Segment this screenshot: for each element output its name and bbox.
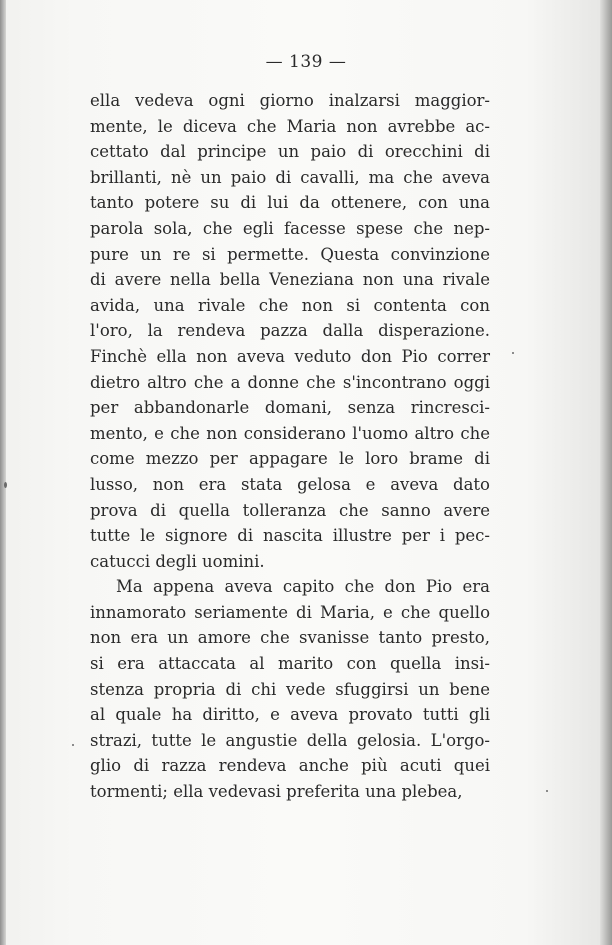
text-line: si era attaccata al marito con quella insi- [90, 654, 490, 674]
text-line: brillanti, nè un paio di cavalli, ma che aveva [90, 167, 490, 187]
page-right-edge [600, 0, 612, 945]
text-line: cettato dal principe un paio di orecchini di [90, 142, 490, 162]
text-line: non era un amore che svanisse tanto presto, [90, 628, 490, 648]
text-line: di avere nella bella Veneziana non una rivale [90, 270, 490, 290]
page-number: — 139 — [265, 52, 347, 72]
text-line: pure un re si permette. Questa convinzione [90, 244, 490, 264]
text-line: mente, le diceva che Maria non avrebbe ac- [90, 116, 490, 136]
text-line: prova di quella tolleranza che sanno avere [90, 500, 490, 520]
text-line: al quale ha diritto, e aveva provato tutti gli [90, 705, 490, 725]
print-speck [4, 482, 7, 488]
print-speck [72, 744, 74, 746]
text-line: l'oro, la rendeva pazza dalla disperazione. [90, 321, 490, 341]
text-line: catucci degli uomini. [90, 551, 265, 571]
text-line: lusso, non era stata gelosa e aveva dato [90, 474, 490, 494]
text-line: tanto potere su di lui da ottenere, con una [90, 193, 490, 213]
text-line: Finchè ella non aveva veduto don Pio correr [90, 346, 490, 366]
text-line: parola sola, che egli facesse spese che nep- [90, 218, 490, 238]
text-line: come mezzo per appagare le loro brame di [90, 449, 490, 469]
paragraph [90, 574, 490, 804]
text-line: tormenti; ella vedevasi preferita una plebea, [90, 782, 463, 802]
text-line: innamorato seriamente di Maria, e che quello [90, 602, 490, 622]
paragraph [90, 88, 490, 574]
body-text [90, 88, 490, 805]
print-speck [512, 352, 514, 354]
page-left-edge [0, 0, 6, 945]
text-line: tutte le signore di nascita illustre per i pec- [90, 526, 490, 546]
text-line: per abbandonarle domani, senza rincresci- [90, 398, 490, 418]
text-line: strazi, tutte le angustie della gelosia. L'orgo- [90, 730, 490, 750]
text-line: ella vedeva ogni giorno inalzarsi maggior- [90, 91, 490, 110]
print-speck [546, 790, 548, 792]
text-line: mento, e che non considerano l'uomo altro che [90, 423, 490, 443]
text-line: glio di razza rendeva anche più acuti quei [90, 756, 490, 776]
text-line: stenza propria di chi vede sfuggirsi un bene [90, 679, 490, 699]
text-line: avida, una rivale che non si contenta con [90, 295, 490, 315]
text-line: dietro altro che a donne che s'incontrano oggi [90, 372, 490, 392]
text-line: Ma appena aveva capito che don Pio era [116, 577, 490, 597]
